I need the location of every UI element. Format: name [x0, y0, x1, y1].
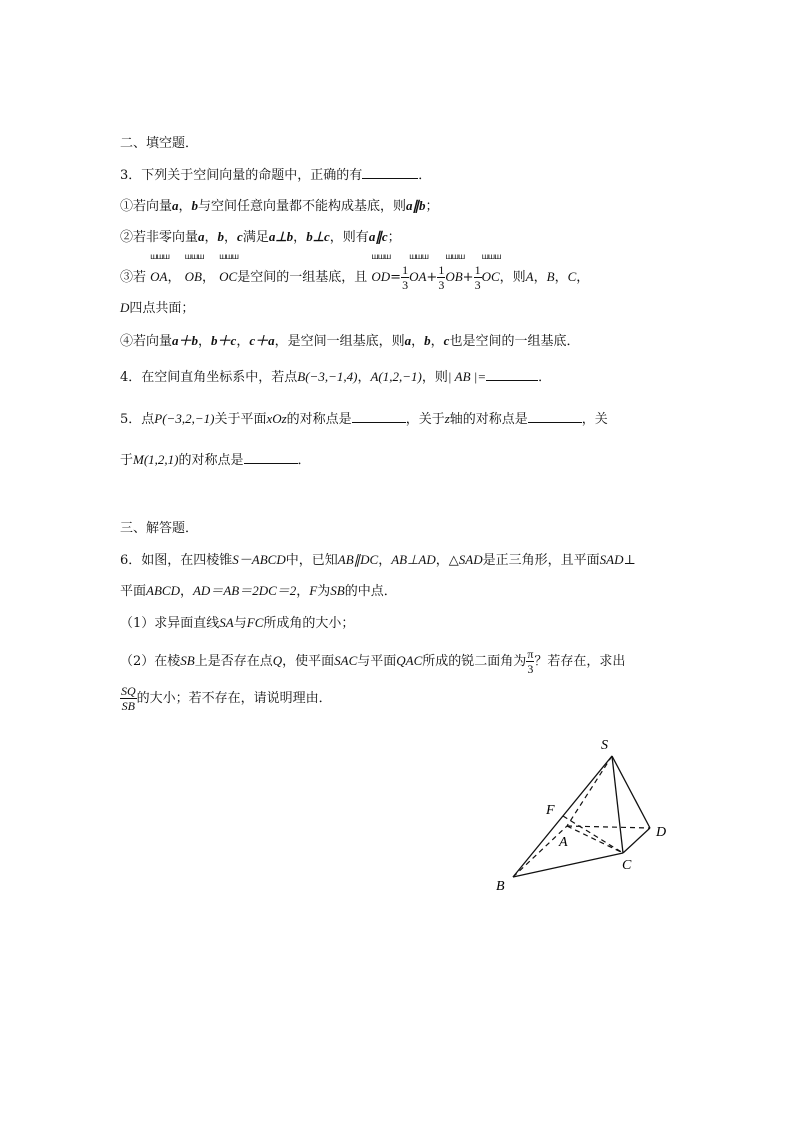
s1-vec-b: b — [191, 198, 199, 213]
edge-sa — [567, 756, 612, 826]
s4-sep: ， — [411, 334, 425, 349]
q6-line-1 — [120, 551, 636, 570]
q5-end: ． — [297, 453, 311, 468]
q6-cond-1: AB∥DC — [337, 552, 379, 567]
vector-arrow: ꟺꟺꟺ — [481, 252, 501, 261]
s4-term-2: b＋c — [211, 333, 237, 348]
q4 — [120, 368, 551, 387]
point-d: D — [120, 300, 130, 315]
fraction-sq-sb — [120, 684, 137, 713]
q6-p2-mid4: 所成的锐二面角为 — [422, 654, 527, 669]
s4-pre: ④若向量 — [120, 334, 173, 349]
label-c: C — [622, 858, 632, 873]
segment-fc — [563, 816, 623, 853]
q5-axis: z — [444, 411, 450, 426]
vector-ob-2 — [445, 252, 465, 292]
q6-line-2 — [120, 582, 397, 601]
q6-p2-mid3: 与平面 — [357, 654, 397, 669]
q3-stem — [120, 166, 431, 185]
s1-end: ； — [425, 199, 439, 214]
q6-plane-abcd: ABCD — [146, 583, 180, 598]
q6-p2-end: ？若存在，求出 — [534, 654, 626, 669]
q5-sep2: ，关 — [581, 412, 608, 427]
plus-sign: + — [462, 270, 474, 285]
s3-sep-5: ， — [576, 270, 590, 285]
q6-part-2-cont — [120, 684, 332, 714]
s4-sep: ， — [198, 334, 212, 349]
numerator: SQ — [121, 684, 136, 698]
q4-pre: 4．在空间直角坐标系中，若点 — [120, 370, 298, 385]
q6-pyramid: S－ABCD — [232, 552, 286, 567]
q5-mid2: 的对称点是 — [286, 412, 352, 427]
vector-oc-label: OC — [481, 269, 500, 284]
q6-l2-mid: 为 — [317, 584, 331, 599]
s2-vec-b: b — [217, 229, 225, 244]
s1-sep: ， — [178, 199, 192, 214]
q6-l2-end: 的中点． — [344, 584, 397, 599]
q6-cond-2: AB⊥AD — [391, 552, 436, 567]
q6-line-sa: SA — [219, 615, 234, 630]
vector-oc — [219, 252, 239, 292]
s3-tail: ，则 — [499, 270, 526, 285]
q6-edge-sb: SB — [180, 653, 195, 668]
s1-relation: a∥b — [406, 198, 426, 213]
equals-sign: = — [390, 270, 402, 285]
s1-vec-a: a — [172, 198, 179, 213]
q6-p2-pre: （2）在棱 — [120, 654, 181, 669]
s2-mid2: ，则有 — [329, 230, 369, 245]
fraction-one-third — [437, 263, 445, 292]
plus-sign: + — [426, 270, 438, 285]
vector-arrow: ꟺꟺꟺ — [219, 252, 239, 261]
vector-arrow: ꟺꟺꟺ — [150, 252, 170, 261]
s4-term-3: c＋a — [249, 333, 275, 348]
s2-sep3: ， — [293, 230, 307, 245]
point-a: A — [525, 269, 534, 284]
q3-end: ． — [418, 168, 432, 183]
edge-ba — [513, 826, 567, 877]
q5-point-m: M(1,2,1) — [133, 452, 179, 467]
s4-vec-c: c — [443, 333, 450, 348]
s4-sep: ， — [430, 334, 444, 349]
q6-p2-mid: 上是否存在点 — [194, 654, 273, 669]
vector-ob-label: OB — [184, 269, 202, 284]
section-heading-solve — [120, 520, 198, 538]
q4-point-b: B(−3,−1,4) — [297, 369, 358, 384]
q6-point-q: Q — [272, 653, 283, 668]
q3-statement-1 — [120, 197, 439, 216]
fraction-one-third — [401, 263, 409, 292]
s3-pre: ③若 — [120, 270, 147, 285]
answer-blank — [362, 166, 418, 179]
vector-od-label: OD — [371, 269, 391, 284]
q6-plane-sac: SAC — [334, 653, 358, 668]
vector-oa — [150, 252, 170, 292]
section-heading-fill-in — [120, 135, 198, 153]
q5-point-p: P(−3,2,−1) — [154, 411, 215, 426]
q4-point-a: A(1,2,−1) — [370, 369, 422, 384]
denominator: 3 — [438, 278, 445, 292]
s2-sep1: ， — [204, 230, 218, 245]
q4-mid: ，则 — [421, 370, 448, 385]
vector-ob — [184, 252, 204, 292]
s3-sep-3: ， — [533, 270, 547, 285]
answer-blank — [528, 410, 582, 423]
numerator: 1 — [438, 263, 445, 277]
q3-stem-text: 3．下列关于空间向量的命题中，正确的有 — [120, 168, 363, 183]
s2-vec-c: c — [237, 229, 243, 244]
q6-p1-end: 所成角的大小； — [263, 616, 355, 631]
s3-sep-4: ， — [554, 270, 568, 285]
label-f: F — [546, 803, 555, 818]
q4-sep: ， — [357, 370, 371, 385]
q5-sep1: ，关于 — [405, 412, 445, 427]
s2-end: ； — [387, 230, 401, 245]
numerator: 1 — [402, 263, 409, 277]
q3-statement-4 — [120, 332, 579, 351]
q3-statement-2 — [120, 228, 401, 247]
q4-abs: | AB |= — [447, 369, 487, 384]
s1-mid: 与空间任意向量都不能构成基底，则 — [198, 199, 407, 214]
q5-line2-mid: 的对称点是 — [178, 453, 244, 468]
s3-sep-1: ， — [167, 270, 181, 285]
s4-vec-a: a — [404, 333, 412, 348]
edge-sb — [513, 756, 612, 877]
s4-term-1: a＋b — [172, 333, 199, 348]
vector-ob-label: OB — [445, 269, 463, 284]
fraction-one-third — [474, 263, 482, 292]
q6-plane-sad: SAD — [599, 552, 624, 567]
s4-vec-b: b — [424, 333, 431, 348]
q6-line-fc: FC — [246, 615, 264, 630]
q6-part-1 — [120, 614, 354, 633]
q3-statement-3-cont — [120, 299, 194, 318]
vector-arrow: ꟺꟺꟺ — [445, 252, 465, 261]
numerator: π — [527, 647, 534, 661]
s3-line2: 四点共面； — [129, 301, 195, 316]
numerator: 1 — [474, 263, 481, 277]
heading-text: 三、解答题． — [120, 521, 199, 536]
q6-pre: 6．如图，在四棱锥 — [120, 553, 233, 568]
vector-oa-2 — [409, 252, 429, 292]
q6-sep2: ，△ — [435, 553, 459, 568]
s3-mid: 是空间的一组基底，且 — [237, 270, 368, 285]
vector-od — [371, 252, 391, 292]
denominator: 3 — [527, 662, 534, 676]
vector-oc-2 — [481, 252, 501, 292]
q5-line2-pre: 于 — [120, 453, 134, 468]
edge-ac — [567, 826, 623, 853]
edge-cd — [623, 828, 650, 853]
heading-text: 二、填空题． — [120, 136, 199, 151]
q6-p2-mid2: ，使平面 — [282, 654, 335, 669]
label-a: A — [559, 835, 568, 850]
q6-triangle: SAD — [458, 552, 483, 567]
q6-point-f: F — [309, 583, 318, 598]
q3-statement-3 — [120, 252, 590, 293]
q6-perp: ⊥ — [623, 553, 636, 568]
q6-plane-qac: QAC — [396, 653, 423, 668]
s2-pre: ②若非零向量 — [120, 230, 199, 245]
s3-sep-2: ， — [202, 270, 216, 285]
s2-vec-a: a — [198, 229, 205, 244]
q6-l2-pre: 平面 — [120, 584, 147, 599]
vector-oc-label: OC — [219, 269, 238, 284]
s2-sep2: ， — [224, 230, 238, 245]
answer-blank — [244, 451, 298, 464]
q6-lengths: AD＝AB＝2DC＝2 — [192, 583, 297, 598]
q6-sep: ， — [378, 553, 392, 568]
q5-pre: 5．点 — [120, 412, 155, 427]
q5 — [120, 410, 608, 429]
s1-pre: ①若向量 — [120, 199, 173, 214]
q6-l2-sep2: ， — [296, 584, 310, 599]
answer-blank — [486, 368, 538, 381]
vector-oa-label: OA — [150, 269, 168, 284]
label-s: S — [601, 738, 608, 753]
s2-rel-3: a∥c — [368, 229, 388, 244]
vector-arrow: ꟺꟺꟺ — [409, 252, 429, 261]
denominator: 3 — [402, 278, 409, 292]
label-b: B — [496, 879, 505, 894]
q5-mid1: 关于平面 — [214, 412, 267, 427]
q6-segment-sb: SB — [330, 583, 345, 598]
edge-bc — [513, 853, 623, 877]
q5-cont — [120, 451, 311, 470]
denominator: SB — [121, 699, 135, 713]
s4-sep: ， — [236, 334, 250, 349]
q5-plane: xOz — [266, 411, 287, 426]
pyramid-edges — [513, 756, 650, 877]
edge-sd — [612, 756, 650, 828]
q6-mid: 中，已知 — [285, 553, 338, 568]
vector-arrow: ꟺꟺꟺ — [184, 252, 204, 261]
s4-mid: ，是空间一组基底，则 — [274, 334, 405, 349]
denominator: 3 — [474, 278, 481, 292]
q6-part-2 — [120, 646, 625, 677]
s2-rel-1: a⊥b — [268, 229, 294, 244]
q6-p1-mid: 与 — [233, 616, 247, 631]
edge-sc — [612, 756, 623, 853]
answer-blank — [352, 410, 406, 423]
label-d: D — [656, 825, 667, 840]
point-c: C — [567, 269, 577, 284]
s4-end: 也是空间的一组基底． — [449, 334, 580, 349]
point-b: B — [546, 269, 555, 284]
hidden-edges — [513, 756, 650, 877]
vector-arrow: ꟺꟺꟺ — [371, 252, 391, 261]
s2-rel-2: b⊥c — [306, 229, 330, 244]
edge-ad — [567, 826, 650, 828]
s2-mid: 满足 — [242, 230, 269, 245]
vector-oa-label: OA — [409, 269, 427, 284]
q6-mid2: 是正三角形，且平面 — [482, 553, 600, 568]
q6-l2-sep: ， — [179, 584, 193, 599]
q6-p3-end: 的大小；若不存在，请说明理由． — [136, 691, 332, 706]
q6-p1-pre: （1）求异面直线 — [120, 616, 220, 631]
q5-mid3: 轴的对称点是 — [449, 412, 528, 427]
q4-end: ． — [538, 370, 552, 385]
